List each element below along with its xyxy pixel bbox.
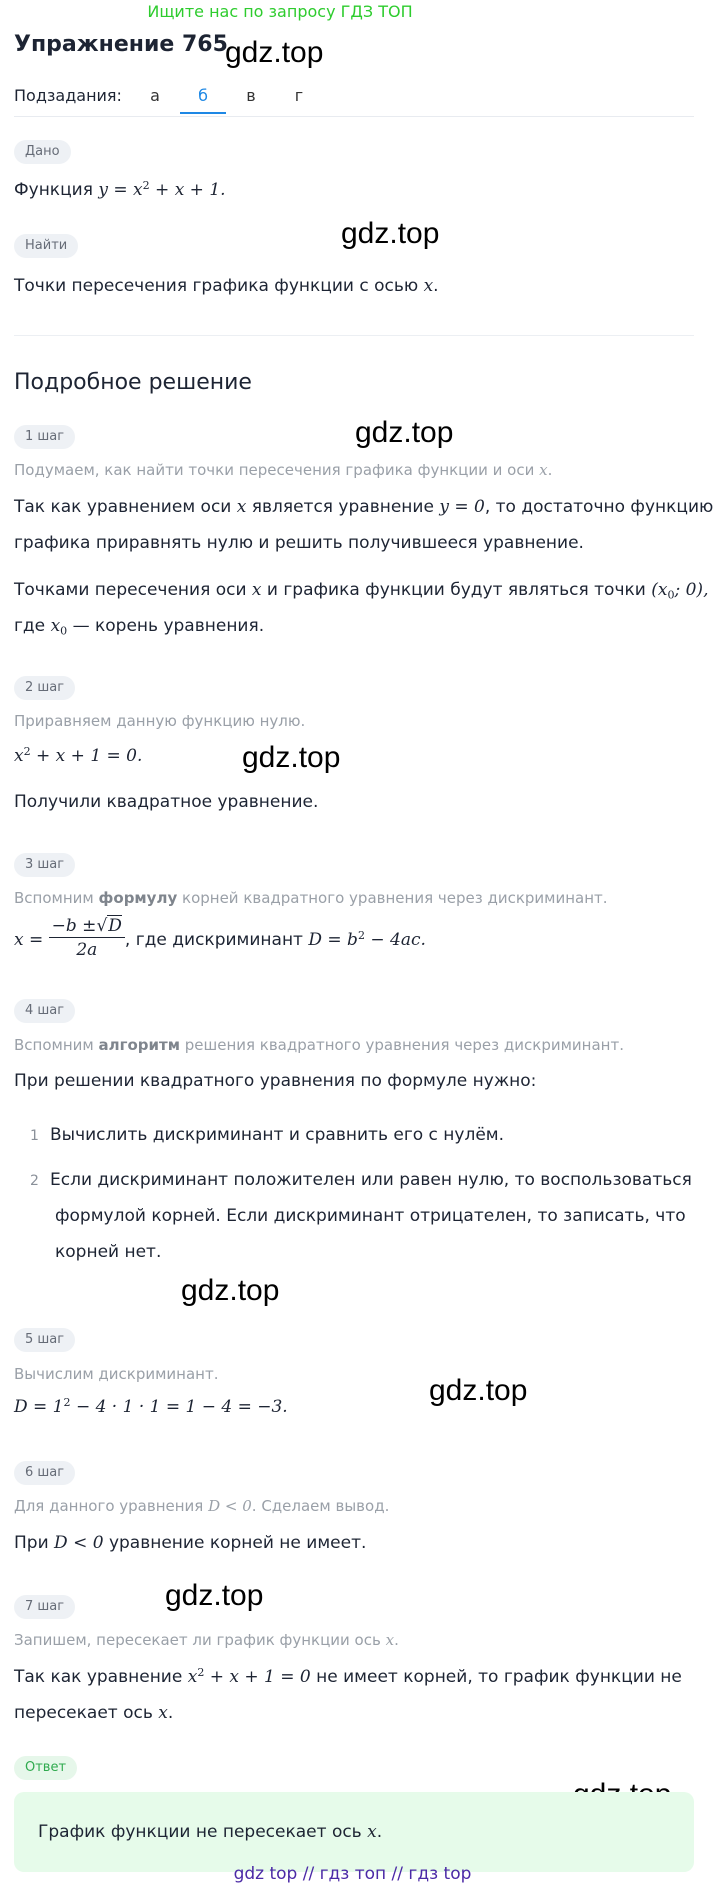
tabs-divider [14,116,694,117]
solution-heading: Подробное решение [14,370,252,395]
step-badge: 6 шаг [14,1461,75,1485]
step-hint: Для данного уравнения D < 0. Сделаем вывод. [14,1497,390,1515]
step-hint: Запишем, пересекает ли график функции ось x. [14,1631,399,1649]
step-text: Так как уравнение $x^2 + x + 1 = 0$ не имеет корней, то график функции не [14,1665,682,1687]
tab-v[interactable]: в [246,86,256,105]
section-divider [14,335,694,336]
tab-a[interactable]: а [150,86,160,105]
step-hint: Вычислим дискриминант. [14,1365,219,1383]
step-badge: 1 шаг [14,425,75,449]
answer-text: График функции не пересекает ось x. [38,1822,383,1842]
step-text: Получили квадратное уравнение. [14,792,319,812]
list-item-number: 1 [30,1128,39,1144]
watermark: gdz.top [355,416,454,449]
tab-b[interactable]: б [180,78,226,114]
given-text: Функция $y = x^2 + x + 1$. [14,178,226,200]
step-hint: Приравняем данную функцию нулю. [14,712,306,730]
list-item: Вычислить дискриминант и сравнить его с нулём. [50,1125,505,1145]
watermark: gdz.top [341,217,440,250]
discriminant-formula: x = $\frac{-b \pm√D}{2a}$ , где дискриминант $D = b^2 - 4ac$. [14,916,426,960]
step-badge: 5 шаг [14,1328,75,1352]
step-equation: $D = 1^2 - 4 \cdot 1 \cdot 1 = 1 - 4 = -3$. [14,1395,288,1417]
page-title: Упражнение 765 [14,32,228,57]
footer-links[interactable]: gdz top // гдз топ // гдз top [233,1864,472,1884]
step-badge: 2 шаг [14,676,75,700]
step-badge: 4 шаг [14,999,75,1023]
list-item-number: 2 [30,1173,39,1189]
watermark: gdz.top [225,36,324,69]
step-text: Точками пересечения оси x и графика функции будут являться точки ($x_0$; 0), [14,580,709,602]
tab-g[interactable]: г [294,86,304,105]
step-text: графика приравнять нулю и решить получившееся уравнение. [14,533,584,553]
step-hint: Подумаем, как найти точки пересечения графика функции и оси x. [14,461,553,479]
step-text: При D < 0 уравнение корней не имеет. [14,1533,367,1553]
step-badge: 7 шаг [14,1595,75,1619]
step-equation: $x^2 + x + 1 = 0$. [14,744,143,766]
watermark: gdz.top [429,1374,528,1407]
step-text: При решении квадратного уравнения по формуле нужно: [14,1071,537,1091]
search-banner[interactable]: Ищите нас по запросу ГДЗ ТОП [147,2,413,21]
step-text: Так как уравнением оси x является уравнение y = 0, то достаточно функцию [14,497,713,517]
list-item: формулой корней. Если дискриминант отрицателен, то записать, что [55,1206,686,1226]
watermark: gdz.top [165,1579,264,1612]
given-badge: Дано [14,140,71,164]
watermark: gdz.top [242,741,341,774]
step-text: пересекает ось x. [14,1703,174,1723]
list-item: Если дискриминант положителен или равен нулю, то воспользоваться [50,1170,692,1190]
step-hint: Вспомним алгоритм решения квадратного уравнения через дискриминант. [14,1036,624,1054]
step-text: где $x_0$ — корень уравнения. [14,616,265,638]
list-item: корней нет. [55,1242,162,1262]
find-badge: Найти [14,234,78,258]
subtasks-label: Подзадания: [14,86,122,105]
step-hint: Вспомним формулу корней квадратного уравнения через дискриминант. [14,889,608,907]
step-badge: 3 шаг [14,853,75,877]
watermark: gdz.top [181,1274,280,1307]
find-text: Точки пересечения графика функции с осью x. [14,276,439,296]
answer-badge: Ответ [14,1756,77,1780]
